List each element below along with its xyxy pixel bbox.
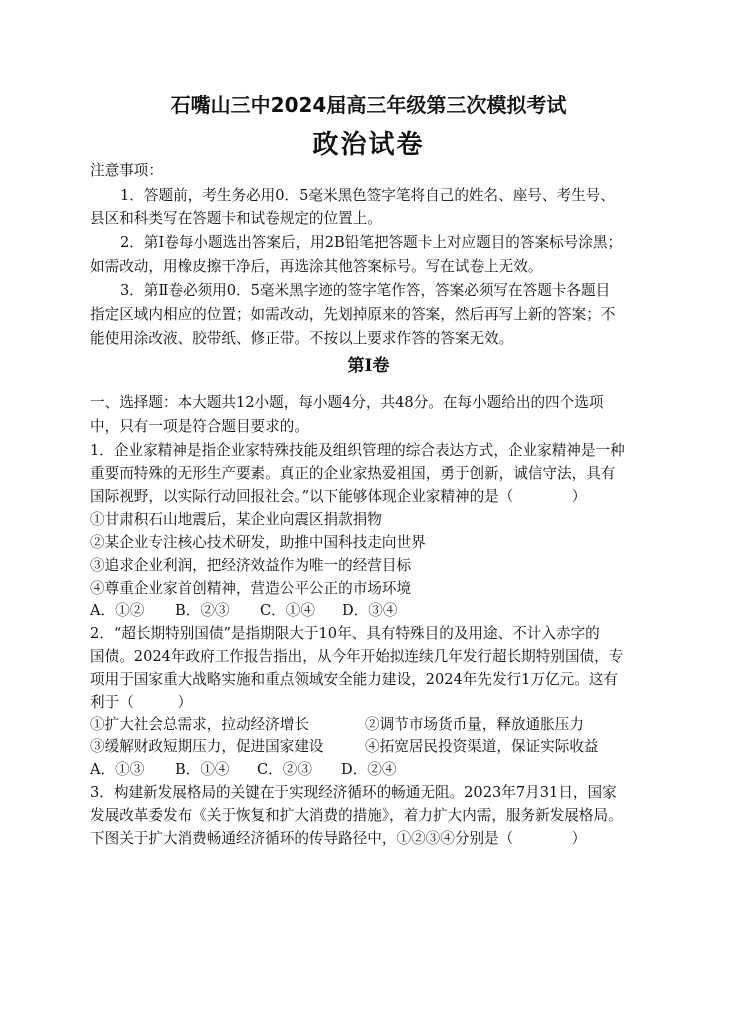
option-d: D．②④ bbox=[341, 761, 397, 778]
exam-title: 石嘴山三中2024届高三年级第三次模拟考试 bbox=[170, 93, 567, 117]
notice-heading: 注意事项： bbox=[90, 162, 163, 179]
option-c: C．②③ bbox=[257, 761, 312, 778]
question-3-stem: 下图关于扩大消费畅通经济循环的传导路径中，①②③④分别是（ ） bbox=[90, 830, 587, 847]
instruction-line: 中，只有一项是符合题目要求的。 bbox=[90, 418, 309, 435]
question-2-stem: 2．“超长期特别国债”是指期限大于10年、具有特殊目的及用途、不计入赤字的 bbox=[90, 625, 600, 642]
question-2-item: ①扩大社会总需求，拉动经济增长 bbox=[90, 716, 309, 733]
question-2-stem: 利于（ ） bbox=[90, 694, 193, 711]
question-2-stem: 项用于国家重大战略实施和重点领域安全能力建设，2024年先发行1万亿元。这有 bbox=[90, 671, 619, 688]
question-2-item: ④拓宽居民投资渠道，保证实际收益 bbox=[365, 738, 599, 755]
question-1-stem: 重要而特殊的无形生产要素。真正的企业家热爱祖国，勇于创新，诚信守法，具有 bbox=[90, 465, 616, 482]
question-2-item: ③缓解财政短期压力，促进国家建设 bbox=[90, 738, 324, 755]
question-1-stem: 1．企业家精神是指企业家特殊技能及组织管理的综合表达方式，企业家精神是一种 bbox=[90, 442, 625, 459]
notice-line: 1．答题前，考生务必用0．5毫米黑色签字笔将自己的姓名、座号、考生号、 bbox=[120, 187, 615, 204]
question-1-stem: 国际视野，以实际行动回报社会。”以下能够体现企业家精神的是（ ） bbox=[90, 488, 587, 505]
question-1-options bbox=[90, 600, 397, 622]
question-3-stem: 3．构建新发展格局的关键在于实现经济循环的畅通无阻。2023年7月31日，国家 bbox=[90, 784, 617, 801]
question-1-item: ①甘肃积石山地震后，某企业向震区捐款捐物 bbox=[90, 511, 382, 528]
option-c: C．①④ bbox=[260, 602, 315, 619]
notice-line: 能使用涂改液、胶带纸、修正带。不按以上要求作答的答案无效。 bbox=[90, 330, 514, 347]
option-d: D．③④ bbox=[342, 602, 398, 619]
exam-subtitle: 政治试卷 bbox=[312, 130, 425, 160]
question-1-item: ④尊重企业家首创精神，营造公平公正的市场环境 bbox=[90, 580, 412, 597]
option-b: B．②③ bbox=[175, 602, 230, 619]
question-3-stem: 发展改革委发布《关于恢复和扩大消费的措施》，着力扩大内需，服务新发展格局。 bbox=[90, 807, 623, 824]
notice-line: 2．第Ⅰ卷每小题选出答案后，用2B铅笔把答题卡上对应题目的答案标号涂黑； bbox=[120, 234, 623, 251]
section-title: 第Ⅰ卷 bbox=[347, 356, 390, 376]
option-a: A．①② bbox=[90, 602, 145, 619]
notice-line: 县区和科类写在答题卡和试卷规定的位置上。 bbox=[90, 210, 382, 227]
question-2-item: ②调节市场货币量，释放通胀压力 bbox=[365, 716, 584, 733]
instruction-line: 一、选择题：本大题共12小题，每小题4分，共48分。在每小题给出的四个选项 bbox=[90, 394, 604, 411]
question-2-options bbox=[90, 759, 396, 781]
notice-line: 指定区域内相应的位置；如需改动，先划掉原来的答案，然后再写上新的答案；不 bbox=[90, 306, 616, 323]
option-b: B．①④ bbox=[175, 761, 230, 778]
question-2-item-row bbox=[90, 736, 599, 758]
question-2-stem: 国债。2024年政府工作报告指出，从今年开始拟连续几年发行超长期特别国债，专 bbox=[90, 648, 624, 665]
option-a: A．①③ bbox=[90, 761, 145, 778]
question-2-item-row bbox=[90, 714, 584, 736]
notice-line: 3．第Ⅱ卷必须用0．5毫米黑字迹的签字笔作答，答案必须写在答题卡各题目 bbox=[120, 282, 611, 299]
question-1-item: ②某企业专注核心技术研发，助推中国科技走向世界 bbox=[90, 534, 426, 551]
question-1-item: ③追求企业利润，把经济效益作为唯一的经营目标 bbox=[90, 557, 412, 574]
notice-line: 如需改动，用橡皮擦干净后，再选涂其他答案标号。写在试卷上无效。 bbox=[90, 258, 543, 275]
